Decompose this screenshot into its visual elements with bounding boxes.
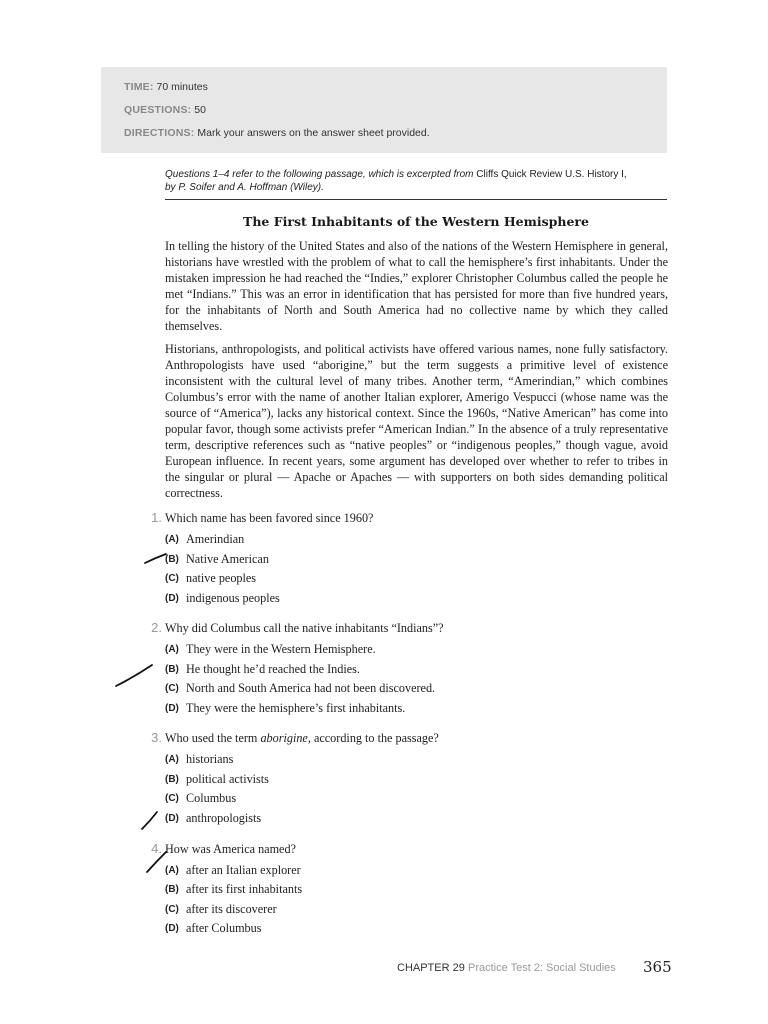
time-value: 70 minutes [156, 81, 208, 93]
q3-option-b-letter[interactable]: (B) [165, 774, 179, 785]
q2-option-c-letter[interactable]: (C) [165, 683, 179, 694]
q2-option-a-letter[interactable]: (A) [165, 644, 179, 655]
directions-value: Mark your answers on the answer sheet provided. [197, 127, 430, 139]
q3-option-c-text[interactable]: Columbus [186, 791, 237, 805]
time-row [124, 81, 208, 93]
test-info-box [101, 67, 667, 153]
q1-option-a-letter[interactable]: (A) [165, 534, 179, 545]
intro-book-title: Cliffs Quick Review U.S. History I, [476, 169, 627, 180]
passage-intro [165, 168, 665, 194]
q3-option-a-text[interactable]: historians [186, 752, 234, 766]
pen-mark-q2 [116, 665, 152, 686]
question-3-text-before: Who used the term [165, 731, 258, 745]
q2-option-b-letter[interactable]: (B) [165, 664, 179, 675]
q1-option-c-letter[interactable]: (C) [165, 573, 179, 584]
q3-option-d-text[interactable]: anthropologists [186, 811, 262, 825]
q4-option-c-letter[interactable]: (C) [165, 904, 179, 915]
q4-option-a-letter[interactable]: (A) [165, 865, 179, 876]
pen-mark-q1 [145, 554, 166, 563]
directions-label: DIRECTIONS: [124, 127, 195, 139]
question-4-number: 4. [151, 841, 162, 856]
passage-paragraph-1: In telling the history of the United States and also of the nations of the Western Hemisphere in general, historians have wrestled with the problem of what to call the hemisphere’s first inhabitants. Under the mistaken impression he had reached the “Indies,” explorer Christopher Columbus called the people he met “Indians.” This was an error in identification that has persisted for more than five hundred years, for the inhabitants of North and South America had no collective name by which they called themselves. [165, 239, 668, 333]
q4-option-b-text[interactable]: after its first inhabitants [186, 882, 303, 896]
q2-option-d-text[interactable]: They were the hemisphere’s first inhabitants. [186, 701, 406, 715]
passage-title: The First Inhabitants of the Western Hemisphere [243, 214, 589, 229]
q4-option-b-letter[interactable]: (B) [165, 884, 179, 895]
q1-option-a-text[interactable]: Amerindian [186, 532, 245, 546]
footer-page-number: 365 [643, 958, 672, 976]
q3-option-a-letter[interactable]: (A) [165, 754, 179, 765]
intro-prefix: Questions 1–4 refer to the following passage, which is excerpted from [165, 169, 474, 180]
footer-section-title: Practice Test 2: Social Studies [468, 962, 616, 974]
questions-row [124, 104, 206, 116]
passage-paragraph-2: Historians, anthropologists, and political activists have offered various names, none fully satisfactory. Anthropologists have used “aborigine,” but the term suggests a primitive level of existence inconsistent with the cultural level of many tribes. Another term, “Amerindian,” which combines Columbus’s error with the name of another Italian explorer, Amerigo Vespucci (whose name was the source of “America”), lacks any historical context. Since the 1960s, “Native American” has come into popular favor, though some activists prefer “American Indian.” In the absence of a truly representative term, descriptive references such as “native peoples” or “indigenous peoples,” though vague, avoid European influence. In recent years, some argument has developed over whether to refer to tribes in the singular or plural — Apache or Apaches — with supporters on both sides demanding political correctness. [165, 342, 668, 500]
q1-option-b-text[interactable]: Native American [186, 552, 269, 566]
q4-option-c-text[interactable]: after its discoverer [186, 902, 277, 916]
question-3-text-italic: aborigine, [260, 731, 311, 745]
q2-option-a-text[interactable]: They were in the Western Hemisphere. [186, 642, 376, 656]
q2-option-d-letter[interactable]: (D) [165, 703, 179, 714]
question-1-number: 1. [151, 510, 162, 525]
question-2-text: Why did Columbus call the native inhabitants “Indians”? [165, 621, 444, 635]
question-1-text: Which name has been favored since 1960? [165, 511, 374, 525]
q1-option-b-letter[interactable]: (B) [165, 554, 179, 565]
q4-option-a-text[interactable]: after an Italian explorer [186, 863, 301, 877]
questions-value: 50 [194, 104, 206, 116]
pen-mark-q3 [142, 812, 157, 829]
q1-option-d-text[interactable]: indigenous peoples [186, 591, 280, 605]
intro-byline: by P. Soifer and A. Hoffman (Wiley). [165, 182, 324, 193]
q4-option-d-text[interactable]: after Columbus [186, 921, 262, 935]
q4-option-d-letter[interactable]: (D) [165, 923, 179, 934]
question-4-text: How was America named? [165, 842, 296, 856]
question-3-text-after: according to the passage? [313, 731, 439, 745]
q2-option-c-text[interactable]: North and South America had not been discovered. [186, 681, 436, 695]
footer-chapter: CHAPTER 29 [397, 962, 465, 974]
q1-option-c-text[interactable]: native peoples [186, 571, 257, 585]
questions-label: QUESTIONS: [124, 104, 192, 116]
intro-divider [165, 199, 667, 200]
q3-option-c-letter[interactable]: (C) [165, 793, 179, 804]
time-label: TIME: [124, 81, 154, 93]
q2-option-b-text[interactable]: He thought he’d reached the Indies. [186, 662, 360, 676]
question-3-number: 3. [151, 730, 162, 745]
q1-option-d-letter[interactable]: (D) [165, 593, 179, 604]
q3-option-b-text[interactable]: political activists [186, 772, 269, 786]
question-3-text [165, 731, 439, 746]
q3-option-d-letter[interactable]: (D) [165, 813, 179, 824]
question-2-number: 2. [151, 620, 162, 635]
directions-row [124, 127, 430, 139]
